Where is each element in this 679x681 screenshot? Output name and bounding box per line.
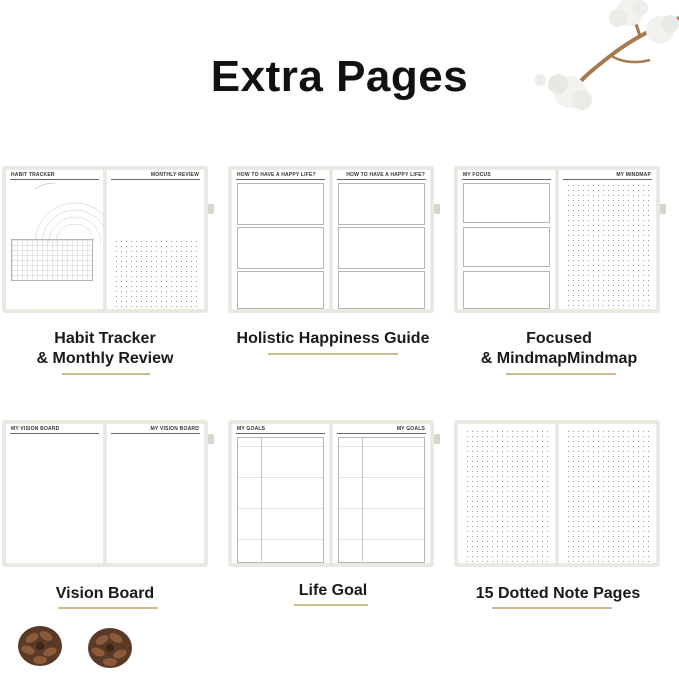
notebook-focus-mindmap [454,166,660,313]
notebook-life-goal [228,420,434,567]
left-page [231,423,330,564]
left-page [457,169,556,310]
right-page [332,169,431,310]
label-underline [62,373,150,375]
right-page [558,423,657,564]
right-page [332,423,431,564]
page-heading: MY GOALS [237,426,266,432]
notebook-dotted-notes [454,420,660,567]
page-heading: MY FOCUS [463,172,491,178]
page-heading: MY GOALS [396,426,425,432]
notebook-happiness-guide [228,166,434,313]
page-heading: MY VISION BOARD [11,426,60,432]
habit-wheel-graphic [35,183,104,243]
page-heading: MY VISION BOARD [150,426,199,432]
pinecone-icon [14,622,144,674]
panel-label-happiness-guide: Holistic Happiness Guide [236,330,430,347]
panel-label-habit-tracker: Habit Tracker & Monthly Review [36,330,174,367]
label-underline [268,353,398,355]
page-title: Extra Pages [210,52,469,101]
left-page [5,169,104,310]
page-heading: HOW TO HAVE A HAPPY LIFE? [237,172,316,178]
right-page [558,169,657,310]
page-heading: HABIT TRACKER [11,172,55,178]
notebook-vision-board [2,420,208,567]
page-heading: MY MINDMAP [616,172,651,178]
right-page [106,423,205,564]
page-heading: MONTHLY REVIEW [150,172,199,178]
left-page [457,423,556,564]
panel-label-vision-board: Vision Board [55,585,155,602]
right-page [106,169,205,310]
panel-label-life-goal: Life Goal [298,582,368,599]
notebook-habit-tracker [2,166,208,313]
left-page [5,423,104,564]
label-underline [294,604,368,606]
panel-label-focus-mindmap: Focused & MindmapMindmap [480,330,638,367]
label-underline [492,607,612,609]
label-underline [506,373,616,375]
left-page [231,169,330,310]
label-underline [58,607,158,609]
cotton-branch-icon [510,0,679,130]
page-heading: HOW TO HAVE A HAPPY LIFE? [346,172,425,178]
panel-label-dotted-notes: 15 Dotted Note Pages [475,585,641,602]
